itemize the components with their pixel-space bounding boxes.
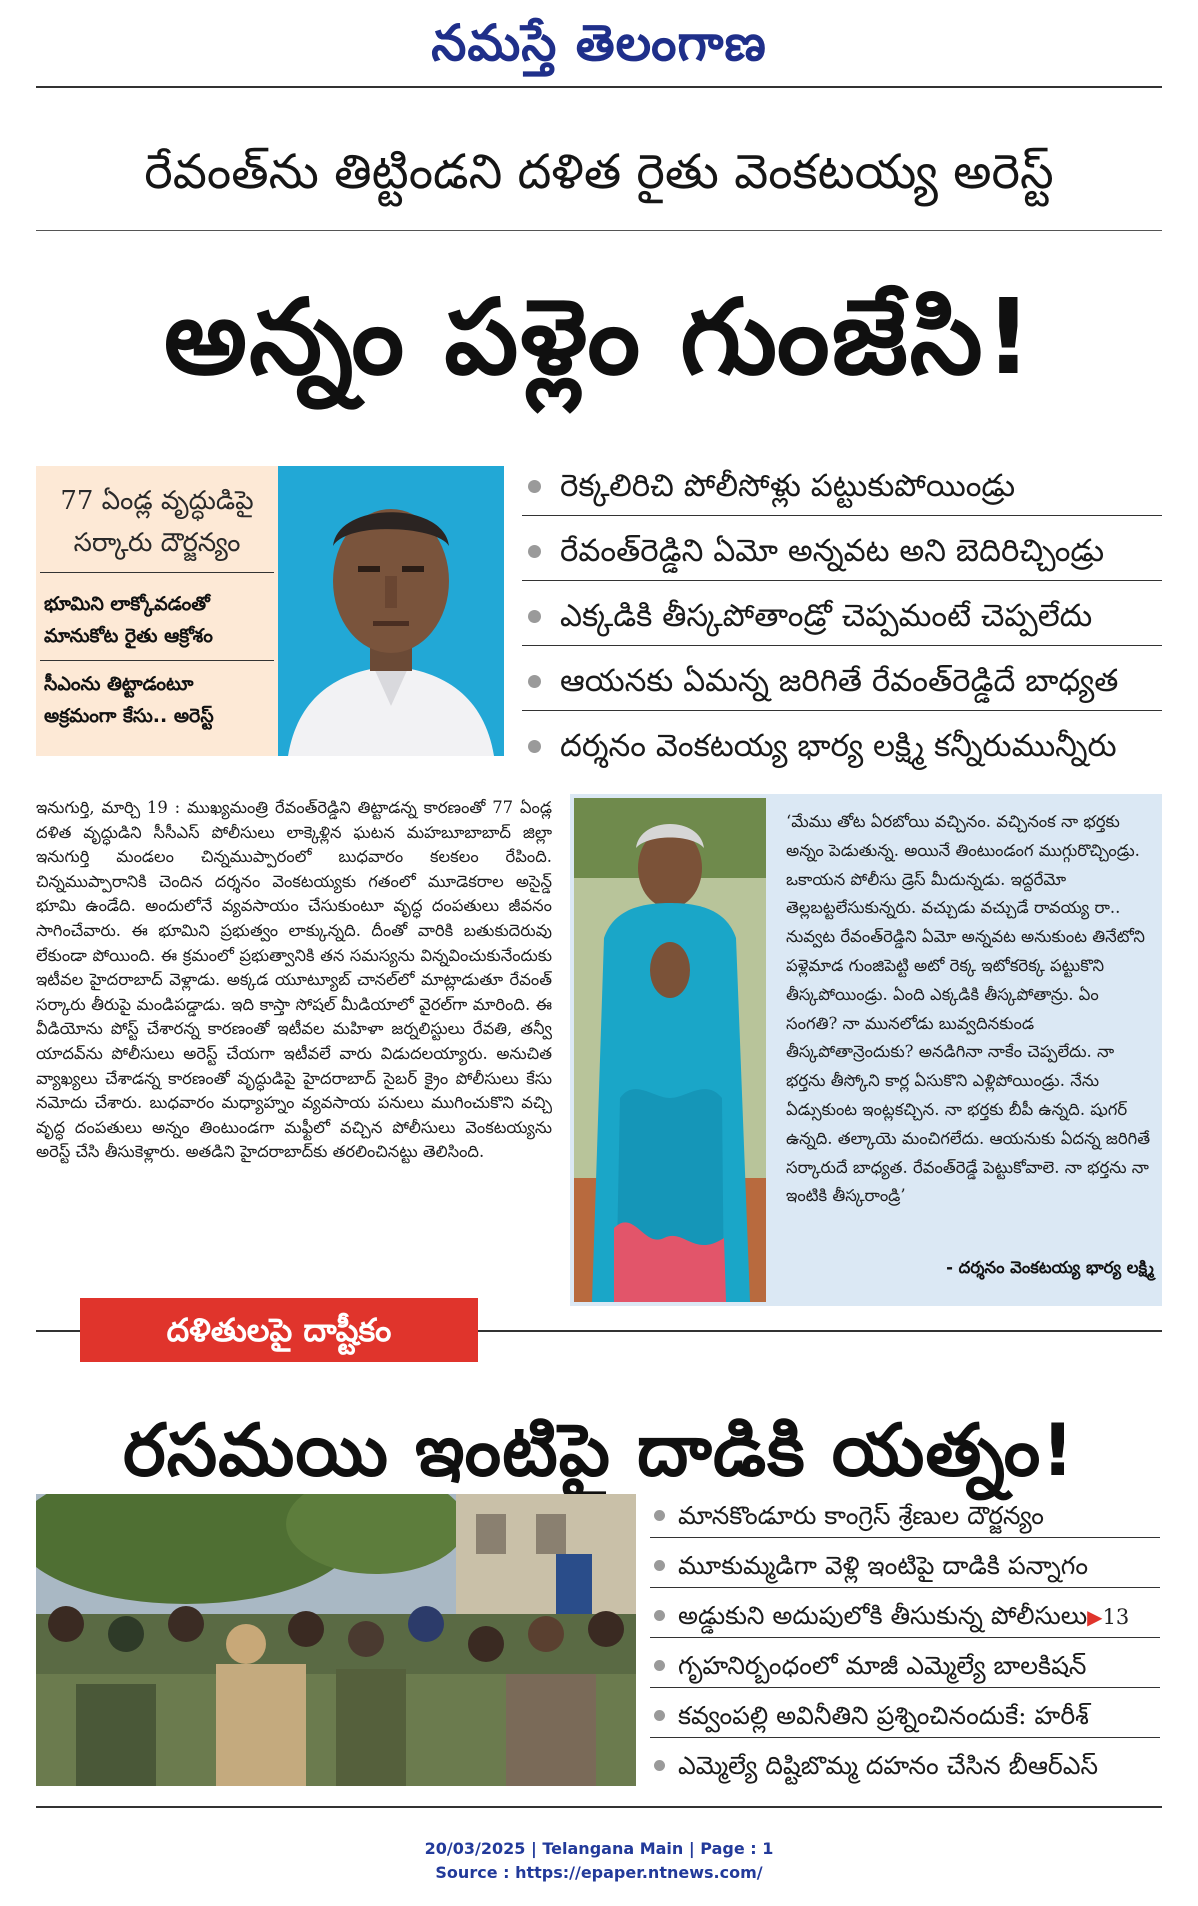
bullet-text: ఆయనకు ఏమన్న జరిగితే రేవంత్‌రెడ్డిదే బాధ్యత — [560, 663, 1119, 699]
side-sub2-line2: అక్రమంగా కేసు.. అరెస్ట్ — [44, 705, 214, 727]
bullet-item — [650, 1694, 1160, 1738]
side-box-title — [40, 480, 274, 564]
main-headline: అన్నం పళ్లెం గుంజేసి! — [163, 276, 1035, 398]
second-headline: రసమయి ఇంటిపై దాడికి యత్నం! — [122, 1408, 1076, 1492]
highlight-bullets — [522, 458, 1162, 782]
side-title-line2: సర్కారు దౌర్జన్యం — [73, 528, 241, 558]
bullet-item — [522, 588, 1162, 646]
kicker-rule — [36, 230, 1162, 231]
bullet-item — [650, 1494, 1160, 1538]
quote-attribution: - దర్శనం వెంకటయ్య భార్య లక్ష్మి — [946, 1258, 1154, 1277]
bullet-text: అడ్డుకుని అదుపులోకి తీసుకున్న పోలీసులు — [678, 1601, 1088, 1630]
bullet-dot-icon — [654, 1660, 665, 1671]
bullet-dot-icon — [654, 1560, 665, 1571]
masthead-logo: నమస్తే తెలంగాణ — [431, 14, 767, 72]
bullet-item — [650, 1744, 1160, 1787]
bullet-dot-icon — [654, 1760, 665, 1771]
footer-rule — [36, 1806, 1162, 1808]
side-title-line1: 77 ఏండ్ల వృద్ధుడిపై — [60, 486, 254, 516]
bullet-dot-icon — [654, 1710, 665, 1721]
footer-edition-info: 20/03/2025 | Telangana Main | Page : 1 — [424, 1839, 774, 1858]
bullet-dot-icon — [654, 1610, 665, 1621]
bullet-text: ఎక్కడికి తీస్కపోతాండ్రో చెప్పమంటే చెప్పలేదు — [560, 598, 1093, 634]
bullet-item — [650, 1594, 1160, 1638]
bullet-item — [650, 1644, 1160, 1688]
page-continuation-ref[interactable]: 13 — [1102, 1605, 1130, 1629]
bullet-dot-icon — [528, 675, 541, 688]
bullet-dot-icon — [528, 480, 541, 493]
bullet-text: దర్శనం వెంకటయ్య భార్య లక్ష్మి కన్నీరుమున్నీరు — [560, 728, 1117, 764]
masthead-rule — [36, 86, 1162, 88]
second-story-bullets — [650, 1494, 1160, 1793]
farmer-photo — [278, 466, 504, 756]
bullet-item — [522, 523, 1162, 581]
continuation-arrow-icon: ▶ — [1087, 1605, 1103, 1629]
bullet-text: మూకుమ్మడిగా వెళ్లి ఇంటిపై దాడికి పన్నాగం — [678, 1551, 1088, 1580]
bullet-item — [522, 458, 1162, 516]
side-sub1-line1: భూమిని లాక్కోవడంతో — [44, 593, 210, 615]
side-sub-1 — [44, 588, 274, 652]
side-sub-2 — [44, 668, 274, 732]
crowd-photo — [36, 1494, 636, 1786]
side-divider — [40, 572, 274, 573]
farmer-portrait-illustration — [278, 466, 504, 756]
bullet-text: కవ్వంపల్లి అవినీతిని ప్రశ్నించినందుకే: హరీశ్‌ — [678, 1701, 1089, 1730]
woman-portrait-illustration — [574, 798, 766, 1302]
bullet-text: గృహనిర్బంధంలో మాజీ ఎమ్మెల్యే బాలకిషన్‌ — [678, 1651, 1087, 1680]
side-divider-2 — [40, 660, 274, 661]
bullet-text: రేవంత్‌రెడ్డిని ఏమో అన్నవట అని బెదిరిచ్చిండ్రు — [560, 533, 1105, 569]
story-body: ఇనుగుర్తి, మార్చి 19 : ముఖ్యమంత్రి రేవంత్‌రెడ్డిని తిట్టాడన్న కారణంతో 77 ఏండ్ల దళిత వృద్ధుడిని సీసీఎస్‌ పోలీసులు లాక్కెళ్లిన ఘటన మహబూబాబాద్‌ జిల్లా ఇనుగుర్తి మండలం చిన్నముప్పారంలో బుధవారం కలకలం రేపింది. చిన్నముప్పారానికి చెందిన దర్శనం వెంకటయ్యకు గతంలో మూడెకరాల అసైన్డ్‌ భూమి ఉండేది. అందులోనే వ్యవసాయం చేసుకుంటూ వృద్ధ దంపతులు జీవనం సాగించేవారు. ఈ భూమిని ప్రభుత్వం లాక్కున్నది. దీంతో వారికి బతుకుదెరువు లేకుండా పోయింది. ఈ క్రమంలో ప్రభుత్వానికి తన సమస్యను విన్నవించుకునేందుకు ఇటీవల హైదరాబాద్‌ వెళ్లాడు. అక్కడ యూట్యూబ్‌ చానల్‌లో మాట్లాడుతూ రేవంత్‌ సర్కారు తీరుపై మండిపడ్డాడు. ఇది కాస్తా సోషల్‌ మీడియాలో వైరల్‌గా మారింది. ఈ వీడియోను పోస్ట్‌ చేశారన్న కారణంతో ఇటీవల మహిళా జర్నలిస్టులు రేవతి, తన్వీ యాదవ్‌ను పోలీసులు అరెస్ట్‌ చేయగా ఇటీవలే వారు విడుదలయ్యారు. అనుచిత వ్యాఖ్యలు చేశాడన్న కారణంతో వృద్ధుడిపై హైదరాబాద్‌ సైబర్‌ క్రైం పోలీసులు కేసు నమోదు చేశారు. బుధవారం మధ్యాహ్నం వ్యవసాయ పనులు ముగించుకొని వచ్చి వృద్ధ దంపతులు అన్నం తింటుండగా మఫ్టీలో వచ్చిన పోలీసులు వెంకటయ్యను అరెస్ట్‌ చేసి తీసుకెళ్లారు. అతడిని హైదరాబాద్‌కు తరలించినట్టు తెలిసింది. — [36, 798, 552, 1162]
bullet-item — [522, 718, 1162, 775]
side-sub1-line2: మానుకోట రైతు ఆక్రోశం — [44, 625, 213, 647]
bullet-text: ఎమ్మెల్యే దిష్టిబొమ్మ దహనం చేసిన బీఆర్‌ఎస్‌ — [678, 1751, 1099, 1780]
footer-source-link[interactable]: Source : https://epaper.ntnews.com/ — [435, 1863, 763, 1882]
crowd-illustration — [36, 1494, 636, 1786]
bullet-dot-icon — [528, 545, 541, 558]
bullet-item — [650, 1544, 1160, 1588]
section-label: దళితులపై దాష్టీకం — [80, 1298, 478, 1362]
bullet-text: మానకొండూరు కాంగ్రెస్‌ శ్రేణుల దౌర్జన్యం — [678, 1501, 1044, 1530]
bullet-dot-icon — [528, 610, 541, 623]
side-sub2-line1: సీఎంను తిట్టాడంటూ — [44, 673, 194, 695]
kicker-headline: రేవంత్‌ను తిట్టిండని దళిత రైతు వెంకటయ్య అరెస్ట్ — [144, 144, 1054, 200]
bullet-item — [522, 653, 1162, 711]
woman-photo — [574, 798, 766, 1302]
bullet-text: రెక్కలిరిచి పోలీసోళ్లు పట్టుకుపోయిండ్రు — [560, 468, 1016, 504]
bullet-dot-icon — [654, 1510, 665, 1521]
quote-text: ‘మేము తోట ఏరబోయి వచ్చినం. వచ్చినంక నా భర్తకు అన్నం పెడుతున్న. అయినే తింటుండంగ ముగ్గురొచ్చిండ్రు. ఒకాయన పోలీసు డ్రెస్‌ మీదున్నడు. ఇద్దరేమో తెల్లబట్టలేసుకున్నరు. వచ్చుడు వచ్చుడే రావయ్య రా.. నువ్వట రేవంత్‌రెడ్డిని ఏమో అన్నవట అనుకుంట తినేటోని పళ్లెమాడ గుంజిపెట్టి అటో రెక్క ఇటోకరెక్క పట్టుకొని తీస్కపోయిండ్రు. ఏంది ఎక్కడికి తీస్కపోతాన్రు. ఏం సంగతి? నా మునలోడు బువ్వదినకుండ తీస్కపోతాన్రెందుకు? అనడిగినా నాకేం చెప్పలేదు. నా భర్తను తీస్కోని కార్ల ఏసుకొని ఎళ్లిపోయిండ్రు. నేను ఏడ్సుకుంట ఇంట్లకచ్చిన. నా భర్తకు బీపీ ఉన్నది. షుగర్‌ ఉన్నది. తల్కాయె మంచిగలేదు. ఆయనుకు ఏదన్న జరిగితే సర్కారుదే బాధ్యత. రేవంత్‌రెడ్డే పెట్టుకోవాలె. నా భర్తను నా ఇంటికి తీస్కరాండ్రి’ — [786, 812, 1151, 1206]
bullet-dot-icon — [528, 740, 541, 753]
